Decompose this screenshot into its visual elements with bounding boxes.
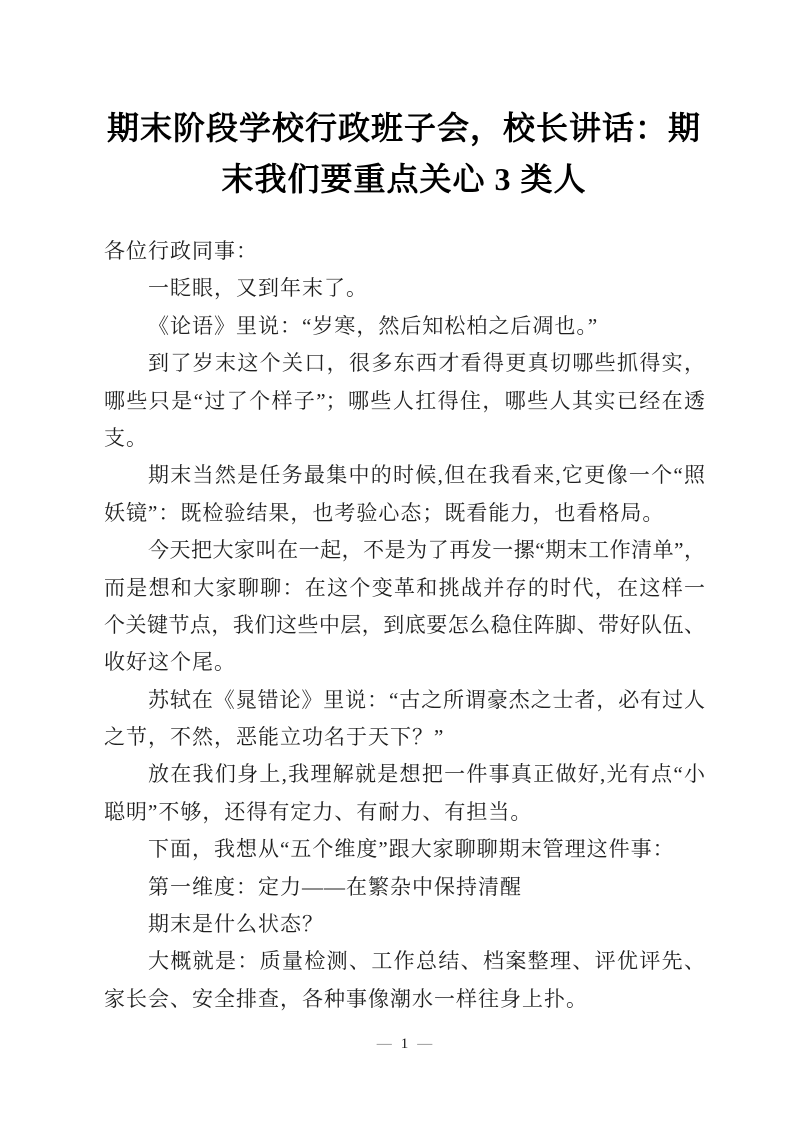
body-line: 而是想和大家聊聊：在这个变革和挑战并存的时代，在这样一 bbox=[104, 575, 705, 600]
body-line: 支。 bbox=[104, 425, 148, 450]
body-line: 期末是什么状态？ bbox=[148, 912, 324, 937]
footer-dash-right: — bbox=[417, 1036, 433, 1052]
body-line: 《论语》里说：“岁寒，然后知松柏之后凋也。” bbox=[148, 313, 599, 338]
body-line: 之节，不然，恶能立功名于天下？” bbox=[104, 725, 445, 750]
body-line: 苏轼在《晁错论》里说：“古之所谓豪杰之士者，必有过人 bbox=[148, 687, 705, 712]
body-line: 今天把大家叫在一起，不是为了再发一摞“期末工作清单”， bbox=[148, 538, 705, 563]
title-line-2: 末我们要重点关心 3 类人 bbox=[221, 161, 587, 197]
title-line-1: 期末阶段学校行政班子会，校长讲话：期 bbox=[106, 110, 701, 146]
body-line: 妖镜”：既检验结果，也考验心态；既看能力，也看格局。 bbox=[104, 500, 665, 525]
body-line-section-heading: 第一维度：定力——在繁杂中保持清醒 bbox=[148, 874, 522, 899]
body-line: 一眨眼，又到年末了。 bbox=[148, 276, 368, 301]
body-line: 大概就是：质量检测、工作总结、档案整理、评优评先、 bbox=[148, 949, 705, 974]
body-line: 下面，我想从“五个维度”跟大家聊聊期末管理这件事： bbox=[148, 837, 675, 862]
document-title bbox=[96, 103, 712, 205]
body-line: 个关键节点，我们这些中层，到底要怎么稳住阵脚、带好队伍、 bbox=[104, 612, 705, 637]
body-line: 收好这个尾。 bbox=[104, 650, 236, 675]
body-line: 放在我们身上,我理解就是想把一件事真正做好,光有点“小 bbox=[148, 762, 705, 787]
page-number: 1 bbox=[400, 1036, 409, 1052]
body-line-salutation: 各位行政同事： bbox=[104, 239, 258, 263]
body-line: 哪些只是“过了个样子”；哪些人扛得住，哪些人其实已经在透 bbox=[104, 388, 705, 413]
body-line: 聪明”不够，还得有定力、有耐力、有担当。 bbox=[104, 799, 533, 824]
footer-dash-left: — bbox=[376, 1036, 392, 1052]
page-footer bbox=[104, 1033, 705, 1055]
body-line: 期末当然是任务最集中的时候,但在我看来,它更像一个“照 bbox=[148, 463, 705, 488]
body-line: 到了岁末这个关口，很多东西才看得更真切哪些抓得实， bbox=[148, 351, 705, 376]
body-line: 家长会、安全排查，各种事像潮水一样往身上扑。 bbox=[104, 986, 588, 1011]
document-body bbox=[104, 233, 705, 1018]
